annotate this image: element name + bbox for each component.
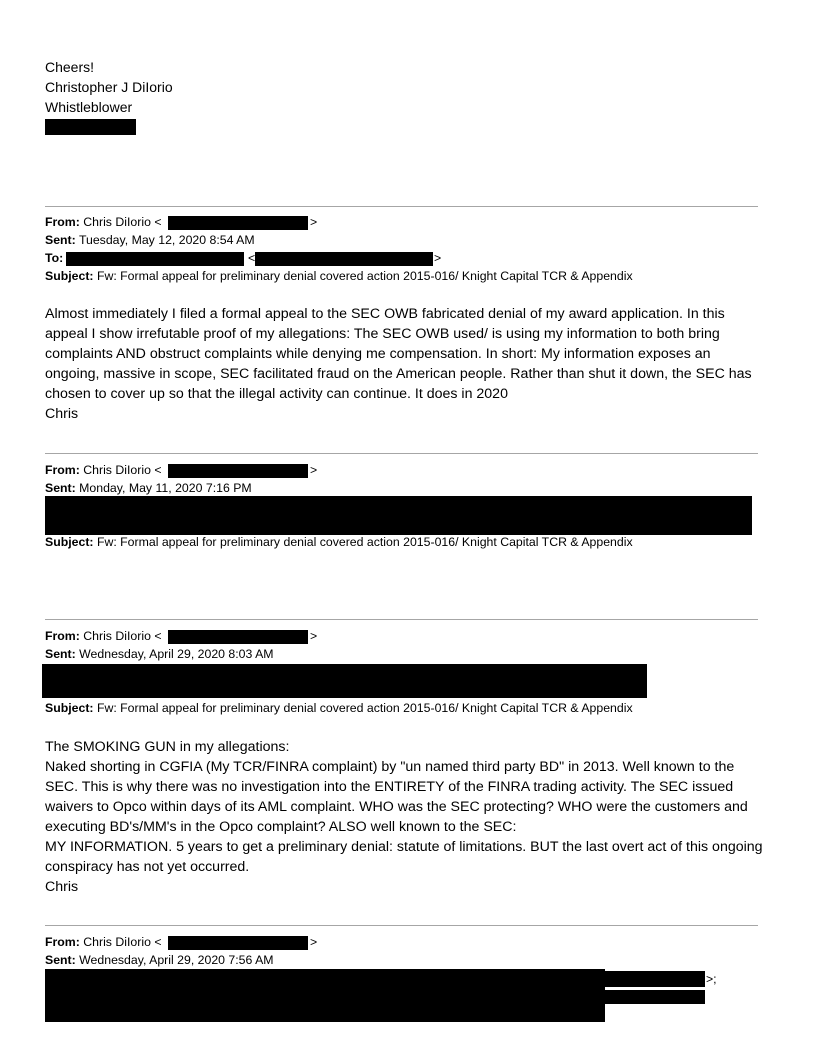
email-separator <box>45 619 758 620</box>
redaction-block <box>255 252 433 266</box>
address-close-bracket: > <box>310 215 318 229</box>
subject-label: Subject: <box>45 701 94 715</box>
signature-title: Whistleblower <box>45 99 133 115</box>
from-name: Chris DiIorio <box>83 629 151 643</box>
sent-label: Sent: <box>45 647 76 661</box>
redaction-block <box>45 496 752 535</box>
sent-label: Sent: <box>45 953 76 967</box>
email-subject-line <box>45 534 633 550</box>
address-close-bracket: > <box>310 629 318 643</box>
sent-label: Sent: <box>45 481 76 495</box>
subject-label: Subject: <box>45 269 94 283</box>
from-label: From: <box>45 629 80 643</box>
subject-text: Fw: Formal appeal for preliminary denial covered action 2015-016/ Knight Capital TCR & Appendix <box>96 535 633 549</box>
redaction-block <box>605 990 705 1004</box>
subject-text: Fw: Formal appeal for preliminary denial covered action 2015-016/ Knight Capital TCR & Appendix <box>96 269 633 283</box>
body-paragraph: MY INFORMATION. 5 years to get a preliminary denial: statute of limitations. BUT the last overt act of this ongoing conspiracy has not yet occurred. <box>45 839 763 875</box>
redaction-block <box>66 252 244 266</box>
to-label: To: <box>45 251 64 265</box>
body-paragraph: The SMOKING GUN in my allegations: <box>45 739 290 755</box>
address-open-bracket: < <box>154 463 162 477</box>
email-separator <box>45 206 758 207</box>
email-sent-line <box>45 480 252 496</box>
address-open-bracket: < <box>154 629 162 643</box>
email-separator <box>45 925 758 926</box>
from-name: Chris DiIorio <box>83 463 151 477</box>
redaction-block <box>168 464 308 478</box>
address-close-bracket: >; <box>706 972 717 986</box>
subject-label: Subject: <box>45 535 94 549</box>
from-label: From: <box>45 215 80 229</box>
address-open-bracket: < <box>248 251 256 265</box>
from-label: From: <box>45 463 80 477</box>
email-separator <box>45 453 758 454</box>
address-close-bracket: > <box>310 463 318 477</box>
body-signoff: Chris <box>45 406 79 422</box>
body-signoff: Chris <box>45 879 79 895</box>
email-to-line <box>45 250 63 266</box>
sent-date: Tuesday, May 12, 2020 8:54 AM <box>78 233 255 247</box>
body-paragraph: Almost immediately I filed a formal appeal to the SEC OWB fabricated denial of my award application. In this appeal I show irrefutable proof of my allegations: The SEC OWB used/ is using my information to both bring complaints AND obstruct complaints while denying me compensation. In short: My information exposes an ongoing, massive in scope, SEC facilitated fraud on the American people. Rather than shut it down, the SEC has chosen to cover up so that the illegal activity can continue. It does in 2020 <box>45 306 752 402</box>
email-from-line <box>45 628 162 644</box>
email-subject-line <box>45 268 633 284</box>
email-body <box>45 737 765 897</box>
address-open-bracket: < <box>154 935 162 949</box>
redaction-block <box>605 971 705 987</box>
signature-closing: Cheers! <box>45 59 95 75</box>
redaction-block <box>168 936 308 950</box>
redaction-block <box>42 664 647 698</box>
email-from-line <box>45 214 162 230</box>
redaction-block <box>45 119 136 135</box>
subject-text: Fw: Formal appeal for preliminary denial covered action 2015-016/ Knight Capital TCR & Appendix <box>96 701 633 715</box>
email-from-line <box>45 462 162 478</box>
email-sent-line <box>45 232 255 248</box>
from-name: Chris DiIorio <box>83 215 151 229</box>
body-paragraph: Naked shorting in CGFIA (My TCR/FINRA complaint) by "un named third party BD" in 2013. Well known to the SEC. This is why there was no investigation into the ENTIRETY of the FINRA trading activity. The SEC issued waivers to Opco within days of its AML complaint. WHO was the SEC protecting? WHO were the customers and executing BD's/MM's in the Opco complaint? ALSO well known to the SEC: <box>45 759 748 835</box>
redaction-block <box>168 630 308 644</box>
signature-name: Christopher J DiIorio <box>45 79 173 95</box>
sent-date: Wednesday, April 29, 2020 7:56 AM <box>79 953 274 967</box>
from-name: Chris DiIorio <box>83 935 151 949</box>
address-open-bracket: < <box>154 215 162 229</box>
email-body <box>45 304 765 424</box>
email-subject-line <box>45 700 633 716</box>
sent-label: Sent: <box>45 233 76 247</box>
email-sent-line <box>45 646 274 662</box>
sent-date: Wednesday, April 29, 2020 8:03 AM <box>79 647 274 661</box>
redaction-block <box>45 969 605 1022</box>
from-label: From: <box>45 935 80 949</box>
address-close-bracket: > <box>434 251 442 265</box>
address-close-bracket: > <box>310 935 318 949</box>
email-sent-line <box>45 952 274 968</box>
redaction-block <box>168 216 308 230</box>
email-from-line <box>45 934 162 950</box>
sent-date: Monday, May 11, 2020 7:16 PM <box>79 481 252 495</box>
